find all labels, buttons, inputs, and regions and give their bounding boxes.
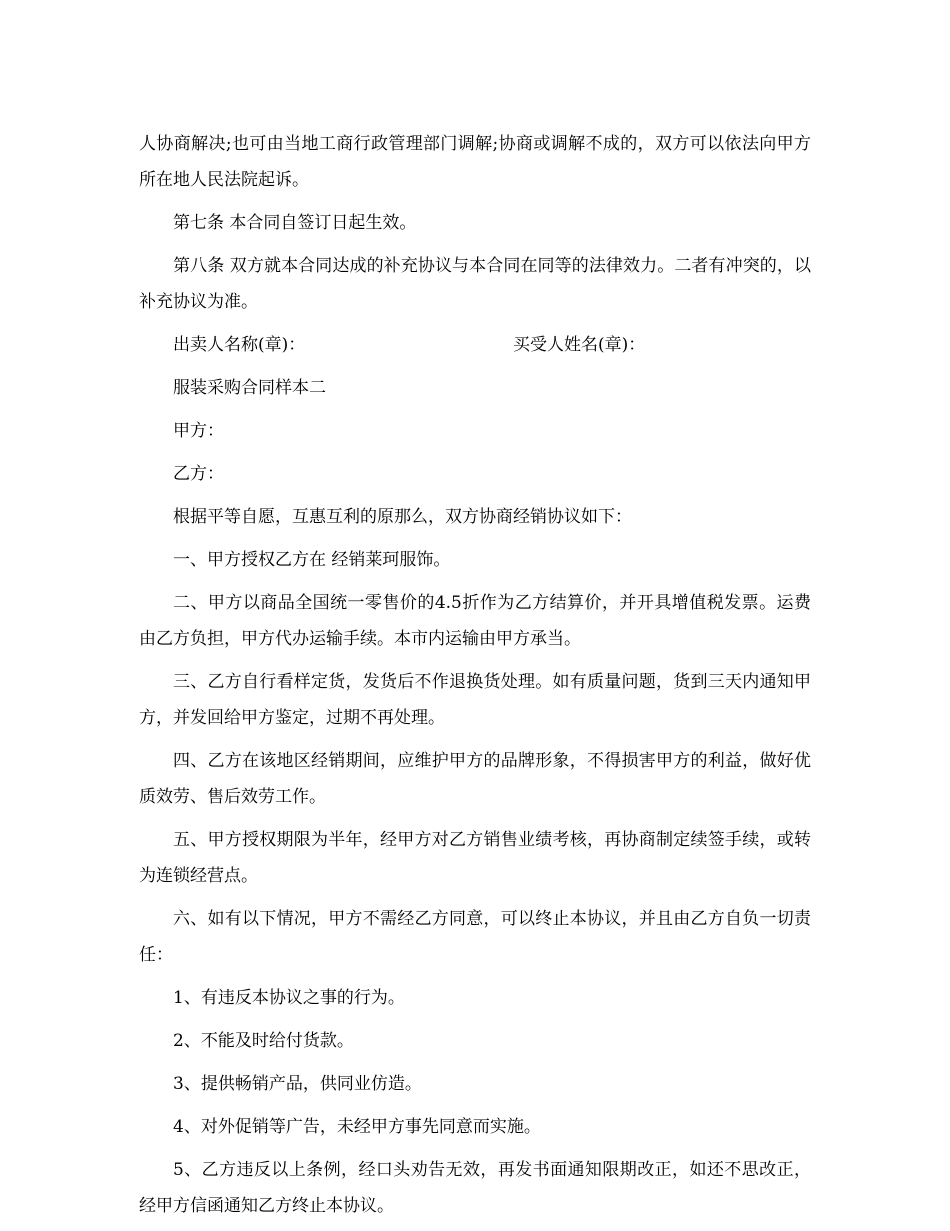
list-item: 1、有违反本协议之事的行为。 <box>173 988 405 1008</box>
list-item: 2、不能及时给付货款。 <box>173 1031 354 1051</box>
paragraph-article-8: 第八条 双方就本合同达成的补充协议与本合同在同等的法律效力。二者有冲突的，以补充协议为准。 <box>139 256 811 312</box>
buyer-signature-label: 买受人姓名(章)： <box>513 335 646 355</box>
seller-signature-label: 出卖人名称(章)： <box>173 335 306 355</box>
clause-6: 六、如有以下情况，甲方不需经乙方同意，可以终止本协议，并且由乙方自负一切责任： <box>139 909 811 965</box>
agreement-intro: 根据平等自愿，互惠互利的原那么，双方协商经销协议如下： <box>173 507 632 527</box>
clause-1: 一、甲方授权乙方在 经销莱珂服饰。 <box>173 550 451 570</box>
clause-2: 二、甲方以商品全国统一零售价的4.5折作为乙方结算价，并开具增值税发票。运费由乙方负担，甲方代办运输手续。本市内运输由甲方承当。 <box>139 593 811 649</box>
sample-title: 服装采购合同样本二 <box>173 378 326 398</box>
clause-5: 五、甲方授权期限为半年，经甲方对乙方销售业绩考核，再协商制定续签手续，或转为连锁经营点。 <box>139 830 811 886</box>
party-a-label: 甲方： <box>173 421 224 441</box>
list-item: 4、对外促销等广告，未经甲方事先同意而实施。 <box>173 1117 541 1137</box>
list-item: 3、提供畅销产品，供同业仿造。 <box>173 1074 422 1094</box>
paragraph-article-7: 第七条 本合同自签订日起生效。 <box>173 213 417 233</box>
paragraph-dispute-resolution: 人协商解决;也可由当地工商行政管理部门调解;协商或调解不成的，双方可以依法向甲方所在地人民法院起诉。 <box>139 134 811 190</box>
document-body <box>139 126 811 1231</box>
clause-3: 三、乙方自行看样定货，发货后不作退换货处理。如有质量问题，货到三天内通知甲方，并发回给甲方鉴定，过期不再处理。 <box>139 672 811 728</box>
list-item: 5、乙方违反以上条例，经口头劝告无效，再发书面通知限期改正，如还不思改正，经甲方信函通知乙方终止本协议。 <box>139 1160 811 1216</box>
clause-4: 四、乙方在该地区经销期间，应维护甲方的品牌形象，不得损害甲方的利益，做好优质效劳、售后效劳工作。 <box>139 751 811 807</box>
signature-row <box>139 327 811 363</box>
party-b-label: 乙方： <box>173 464 224 484</box>
